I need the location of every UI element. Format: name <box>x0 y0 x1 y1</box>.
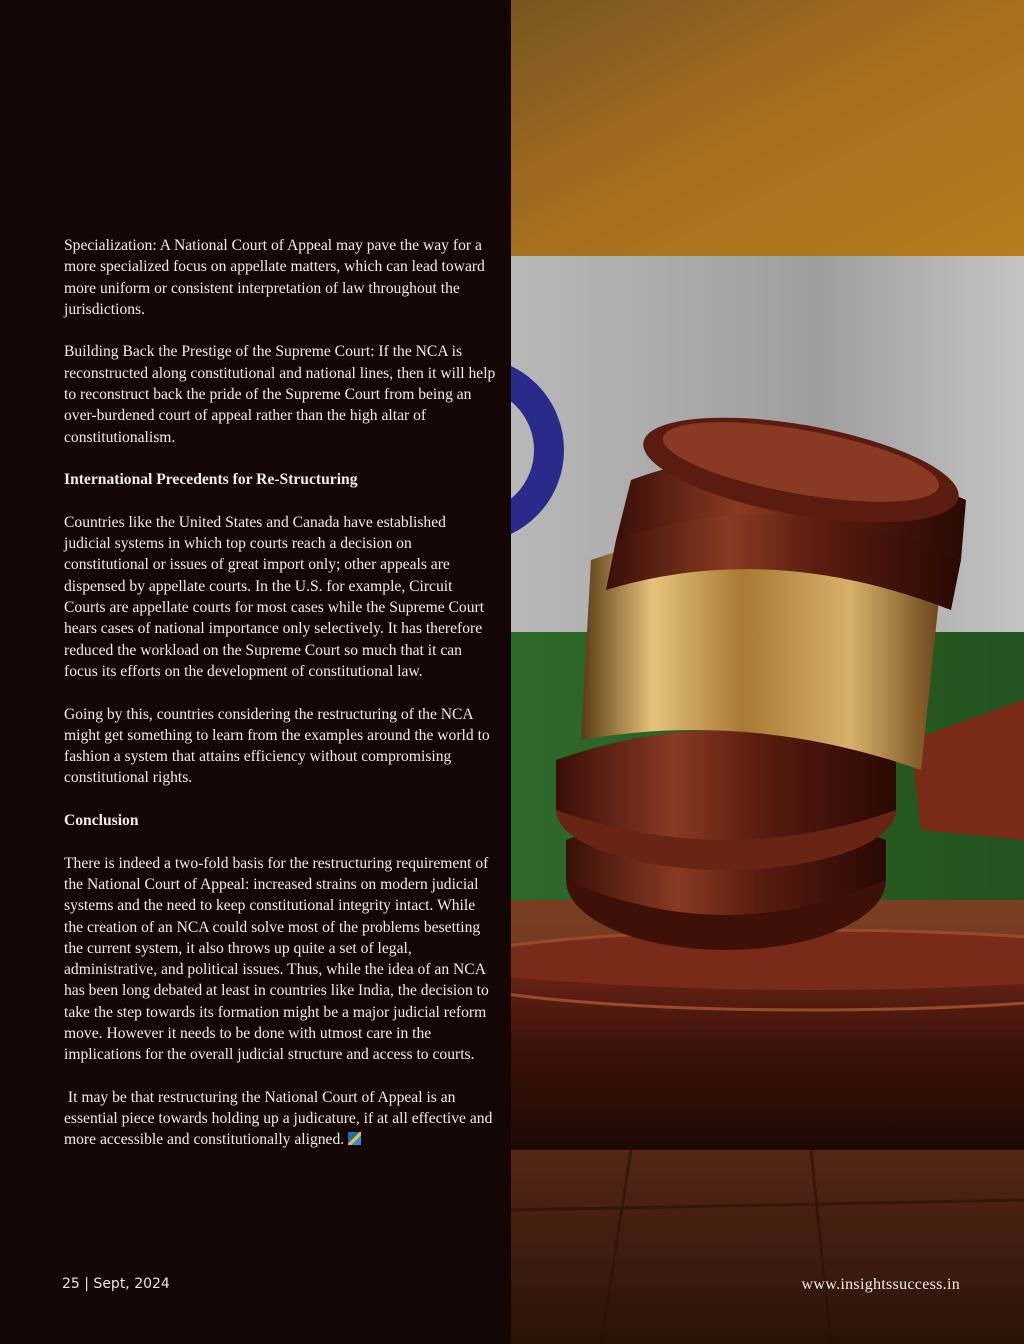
heading-international-precedents: International Precedents for Re-Structuring <box>64 471 358 489</box>
sound-block-side <box>511 970 1024 1150</box>
paragraph-specialization: Specialization: A National Court of Appeal may pave the way for a more specialized focus on appellate matters, which can lead toward more uniform or consistent interpretation of law throughout the jurisdictions. <box>64 237 485 318</box>
paragraph-final <box>64 1087 496 1151</box>
flag-saffron-band <box>511 0 1024 256</box>
text-column <box>0 0 511 1344</box>
page-number-date: 25 | Sept, 2024 <box>62 1276 170 1292</box>
paragraph-conclusion: There is indeed a two-fold basis for the restructuring requirement of the National Court of Appeal: increased strains on modern judicial systems and the need to keep constitutional integrity intact. While the creation of an NCA could solve most of the problems besetting the current system, it also throws up quite a set of legal, administrative, and political issues. Thus, while the idea of an NCA has been long debated at least in countries like India, the decision to take the step towards its formation might be a major judicial reform move. However it needs to be done with utmost care in the implications for the overall judicial structure and access to courts. <box>64 854 489 1064</box>
gavel-flag-photo <box>511 0 1024 1344</box>
website-url[interactable]: www.insightssuccess.in <box>801 1276 960 1293</box>
heading-conclusion: Conclusion <box>64 812 139 830</box>
magazine-logo-icon <box>348 1132 361 1145</box>
paragraph-final-text: It may be that restructuring the National Court of Appeal is an essential piece towards holding up a judicature, if at all effective and more accessible and constitutionally aligned. <box>64 1088 493 1149</box>
article-body <box>64 235 496 1172</box>
gavel-flag-illustration <box>511 0 1024 1344</box>
paragraph-countries: Countries like the United States and Canada have established judicial systems in which top courts reach a decision on constitutional or issues of great import only; other appeals are dispensed by appellate courts. In the U.S. for example, Circuit Courts are appellate courts for most cases while the Supreme Court hears cases of national importance only selectively. It has therefore reduced the workload on the Supreme Court so much that it can focus its efforts on the development of constitutional law. <box>64 513 485 680</box>
paragraph-prestige: Building Back the Prestige of the Supreme Court: If the NCA is reconstructed along constitutional and national lines, then it will help to reconstruct back the pride of the Supreme Court from being an over-burdened court of appeal rather than the high altar of constitutionalism. <box>64 343 496 446</box>
paragraph-going-by-this: Going by this, countries considering the restructuring of the NCA might get something to learn from the examples around the world to fashion a system that attains efficiency without compromising constitutional rights. <box>64 705 490 787</box>
